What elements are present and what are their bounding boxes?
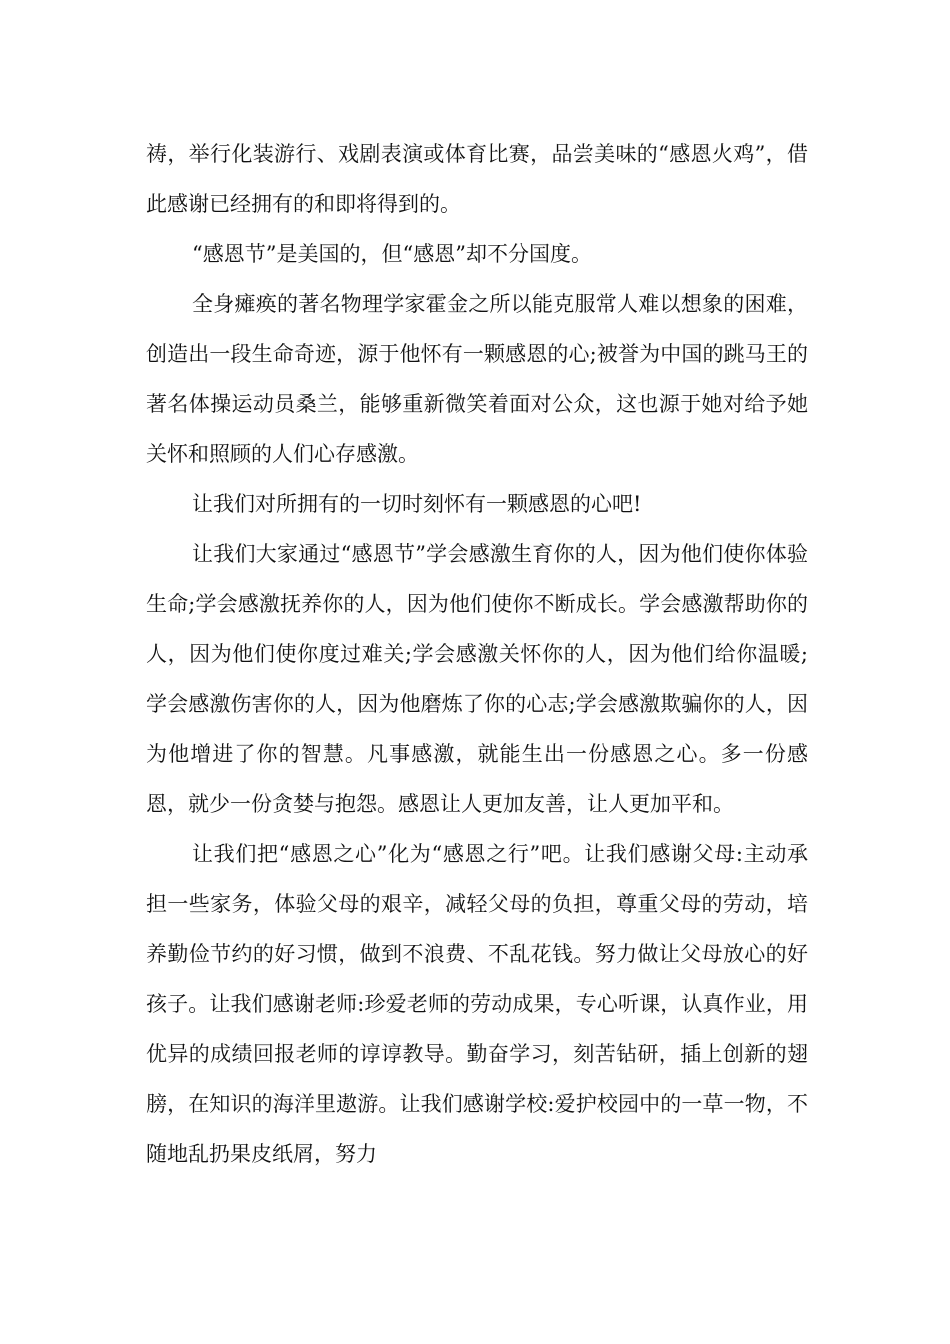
paragraph-4: 让我们对所拥有的一切时刻怀有一颗感恩的心吧! [192, 492, 642, 516]
document-body [146, 129, 808, 1179]
paragraph-3: 全身瘫痪的著名物理学家霍金之所以能克服常人难以想象的困难，创造出一段生命奇迹，源于他怀有一颗感恩的心;被誉为中国的跳马王的著名体操运动员桑兰，能够重新微笑着面对公众，这也源于她对给予她关怀和照顾的人们心存感激。 [146, 292, 808, 466]
paragraph-6: 让我们把“感恩之心”化为“感恩之行”吧。让我们感谢父母:主动承担一些家务，体验父母的艰辛，减轻父母的负担，尊重父母的劳动，培养勤俭节约的好习惯，做到不浪费、不乱花钱。努力做让父母放心的好孩子。让我们感谢老师:珍爱老师的劳动成果，专心听课，认真作业，用优异的成绩回报老师的谆谆教导。勤奋学习，刻苦钻研，插上创新的翅膀，在知识的海洋里遨游。让我们感谢学校:爱护校园中的一草一物，不随地乱扔果皮纸屑，努力 [146, 842, 808, 1166]
paragraph-5: 让我们大家通过“感恩节”学会感激生育你的人，因为他们使你体验生命;学会感激抚养你的人，因为他们使你不断成长。学会感激帮助你的人，因为他们使你度过难关;学会感激关怀你的人，因为他们给你温暖;学会感激伤害你的人，因为他磨炼了你的心志;学会感激欺骗你的人，因为他增进了你的智慧。凡事感激，就能生出一份感恩之心。多一份感恩，就少一份贪婪与抱怨。感恩让人更加友善，让人更加平和。 [146, 542, 808, 816]
paragraph-2: “感恩节”是美国的，但“感恩”却不分国度。 [192, 242, 592, 266]
paragraph-1: 祷，举行化装游行、戏剧表演或体育比赛，品尝美味的“感恩火鸡”，借此感谢已经拥有的和即将得到的。 [146, 142, 808, 216]
